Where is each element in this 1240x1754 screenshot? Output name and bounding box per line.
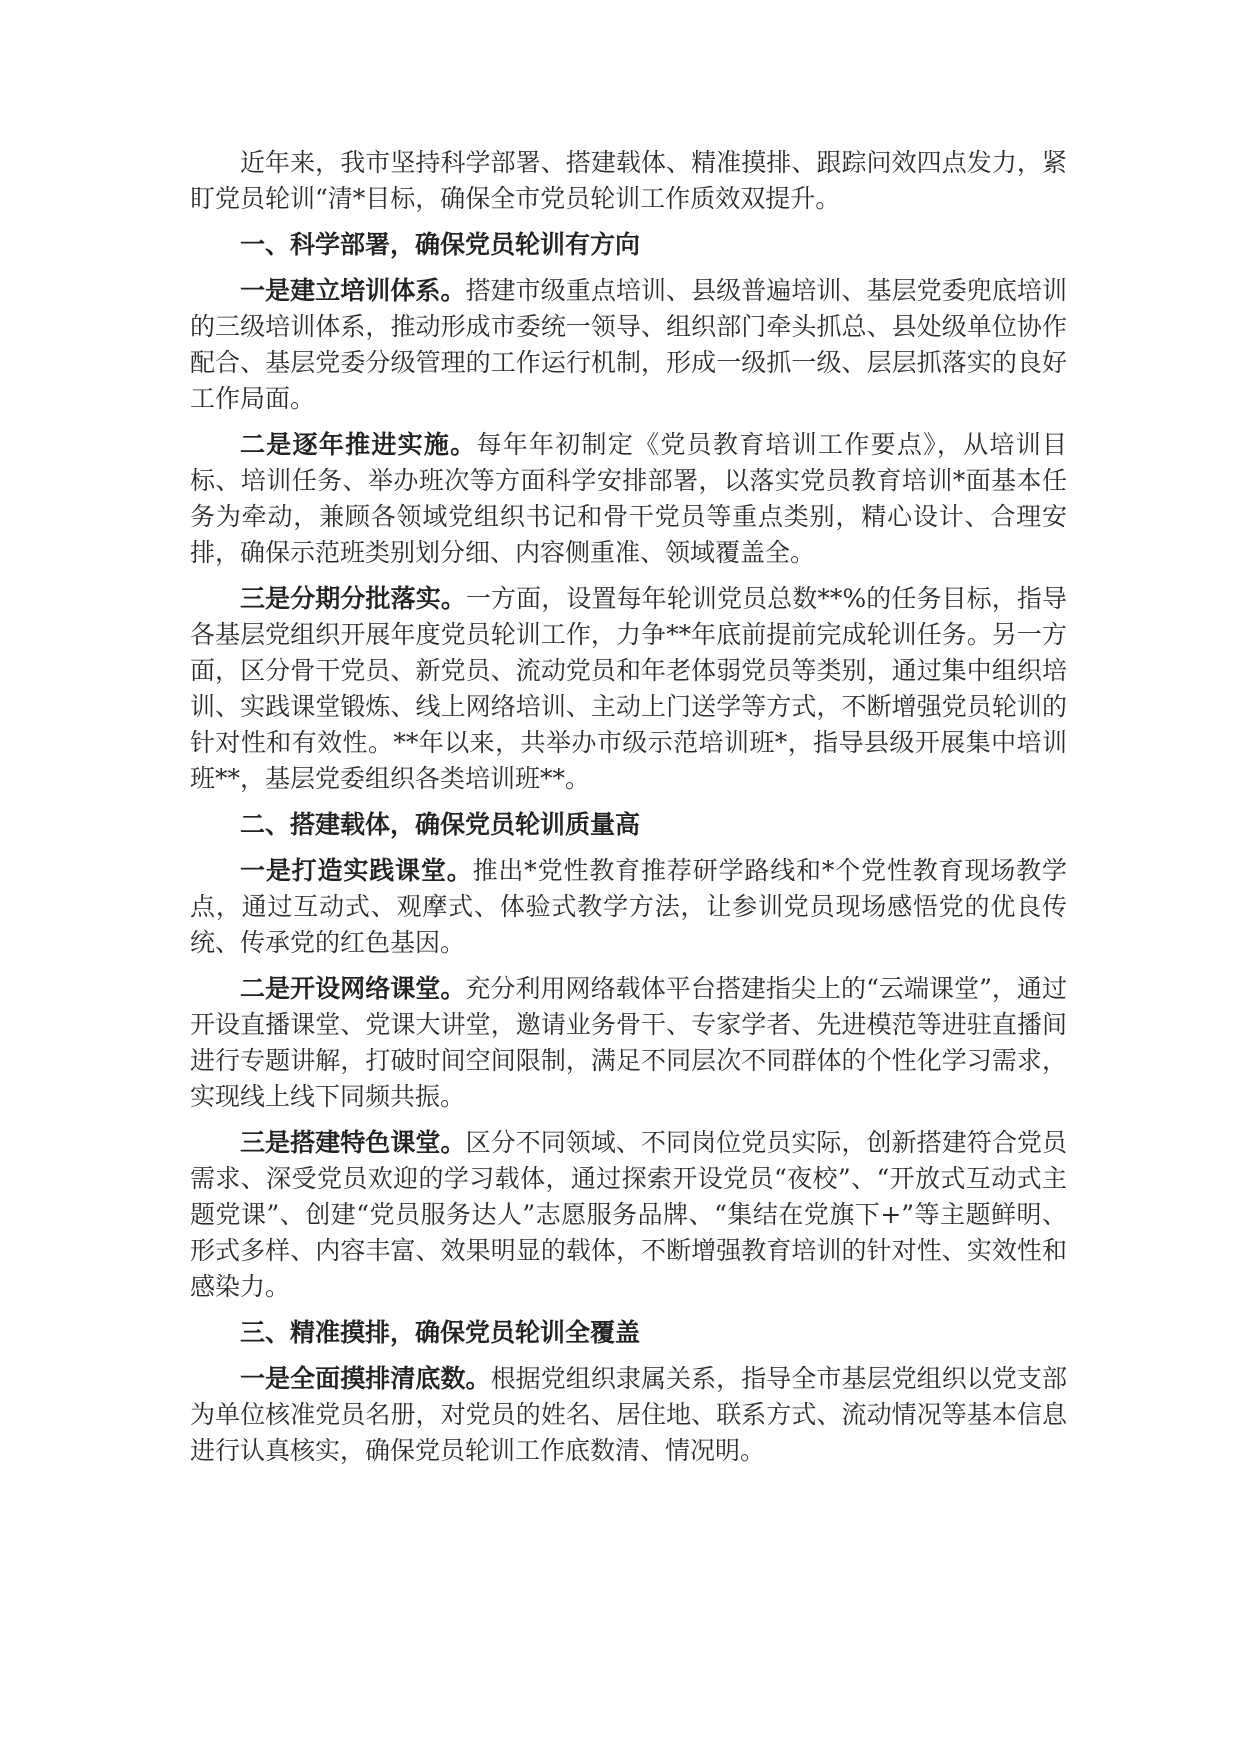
paragraph xyxy=(190,427,1067,571)
paragraph xyxy=(190,1125,1067,1305)
paragraph-lead: 三是搭建特色课堂。 xyxy=(240,1128,466,1157)
paragraph-lead: 二是逐年推进实施。 xyxy=(240,430,477,459)
intro-paragraph: 近年来，我市坚持科学部署、搭建载体、精准摸排、跟踪问效四点发力，紧盯党员轮训“清*目标，确保全市党员轮训工作质效双提升。 xyxy=(190,148,1067,213)
paragraph xyxy=(190,971,1067,1115)
paragraph-text: 搭建市级重点培训、县级普遍培训、基层党委兜底培训的三级培训体系，推动形成市委统一领导、组织部门牵头抓总、县处级单位协作配合、基层党委分级管理的工作运行机制，形成一级抓一级、层层抓落实的良好工作局面。 xyxy=(190,276,1067,413)
paragraph-text: 根据党组织隶属关系，指导全市基层党组织以党支部为单位核准党员名册，对党员的姓名、居住地、联系方式、流动情况等基本信息进行认真核实，确保党员轮训工作底数清、情况明。 xyxy=(190,1364,1067,1465)
paragraph-text: 一方面，设置每年轮训党员总数**%的任务目标，指导各基层党组织开展年度党员轮训工作，力争**年底前提前完成轮训任务。另一方面，区分骨干党员、新党员、流动党员和年老体弱党员等类别，通过集中组织培训、实践课堂锻炼、线上网络培训、主动上门送学等方式，不断增强党员轮训的针对性和有效性。**年以来，共举办市级示范培训班*，指导县级开展集中培训班**，基层党委组织各类培训班**。 xyxy=(190,584,1067,793)
paragraph-lead: 一是建立培训体系。 xyxy=(240,276,466,305)
section-heading-2: 二、搭建载体，确保党员轮训质量高 xyxy=(240,810,641,839)
paragraph xyxy=(190,1361,1067,1469)
paragraph xyxy=(190,581,1067,797)
document-page xyxy=(190,145,1067,1479)
section-heading-1: 一、科学部署，确保党员轮训有方向 xyxy=(240,230,641,259)
paragraph-text: 推出*党性教育推荐研学路线和*个党性教育现场教学点，通过互动式、观摩式、体验式教学方法，让参训党员现场感悟党的优良传统、传承党的红色基因。 xyxy=(190,856,1067,957)
paragraph-text: 区分不同领域、不同岗位党员实际，创新搭建符合党员需求、深受党员欢迎的学习载体，通过探索开设党员“夜校”、“开放式互动式主题党课”、创建“党员服务达人”志愿服务品牌、“集结在党旗下+”等主题鲜明、形式多样、内容丰富、效果明显的载体，不断增强教育培训的针对性、实效性和感染力。 xyxy=(190,1128,1067,1301)
paragraph-lead: 三是分期分批落实。 xyxy=(240,584,466,613)
paragraph-text: 充分利用网络载体平台搭建指尖上的“云端课堂”，通过开设直播课堂、党课大讲堂，邀请业务骨干、专家学者、先进模范等进驻直播间进行专题讲解，打破时间空间限制，满足不同层次不同群体的个性化学习需求，实现线上线下同频共振。 xyxy=(190,974,1067,1111)
paragraph xyxy=(190,273,1067,417)
section-heading-3: 三、精准摸排，确保党员轮训全覆盖 xyxy=(240,1318,641,1347)
paragraph-lead: 一是全面摸排清底数。 xyxy=(240,1364,491,1393)
paragraph-lead: 一是打造实践课堂。 xyxy=(240,856,473,885)
paragraph xyxy=(190,853,1067,961)
paragraph-text: 每年年初制定《党员教育培训工作要点》，从培训目标、培训任务、举办班次等方面科学安排部署，以落实党员教育培训*面基本任务为牵动，兼顾各领域党组织书记和骨干党员等重点类别，精心设计、合理安排，确保示范班类别划分细、内容侧重准、领域覆盖全。 xyxy=(190,430,1067,567)
paragraph-lead: 二是开设网络课堂。 xyxy=(240,974,466,1003)
